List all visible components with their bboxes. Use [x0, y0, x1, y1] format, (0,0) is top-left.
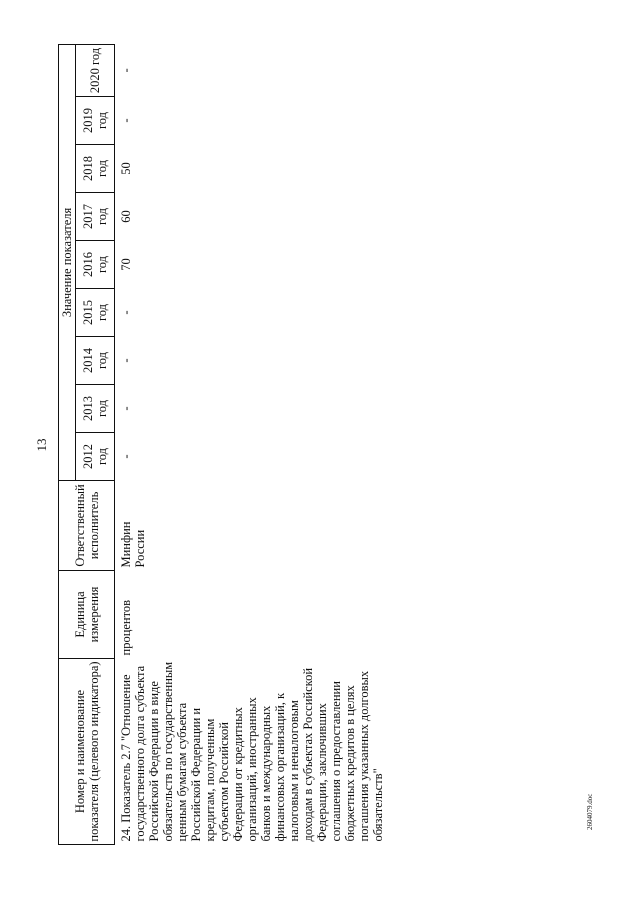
header-year: 2020 год [76, 44, 115, 96]
value-cell: - [119, 310, 133, 315]
indicator-name: 24. Показатель 2.7 "Отношение государственного долга субъекта Российской Федерации в виде обязательств по государственным ценным бумагам субъекта Российской Федерации и кредитам, полученным субъектом Российской Федерации от кредитных организаций, иностранных банков и международных финансовых организаций, к налоговым и неналоговым доходам в субъектах Российской Федерации, заключивших соглашения о предоставлении бюджетных кредитов в целях погашения указанных долговых обязательств" [119, 661, 385, 842]
value-cell: 50 [119, 162, 133, 175]
header-year: 2018 год [76, 145, 115, 193]
header-year: 2016 год [76, 241, 115, 289]
table-row [115, 44, 386, 844]
page-number: 13 [34, 438, 49, 452]
header-year: 2015 год [76, 289, 115, 337]
indicator-table-wrapper [58, 45, 588, 845]
header-year: 2014 год [76, 337, 115, 385]
header-year: 2013 год [76, 385, 115, 433]
header-name: Номер и наименование показателя (целевого индикатора) [59, 659, 115, 845]
header-values: Значение показателя [59, 44, 76, 480]
indicator-executor: Минфин России [119, 521, 147, 568]
indicator-unit: процентов [119, 599, 133, 656]
header-year: 2019 год [76, 97, 115, 145]
header-executor: Ответственный исполнитель [59, 481, 115, 571]
document-code-text: 2604079.doc [586, 793, 594, 830]
value-cell: - [119, 454, 133, 459]
header-unit: Единица измерения [59, 571, 115, 659]
value-cell: 60 [119, 210, 133, 223]
value-cell: - [119, 68, 133, 73]
value-cell: 70 [119, 258, 133, 271]
header-year: 2017 год [76, 193, 115, 241]
header-year: 2012 год [76, 433, 115, 481]
value-cell: - [119, 406, 133, 411]
value-cell: - [119, 358, 133, 363]
value-cell: - [119, 118, 133, 123]
header-row [59, 44, 76, 844]
indicator-table [58, 44, 385, 845]
